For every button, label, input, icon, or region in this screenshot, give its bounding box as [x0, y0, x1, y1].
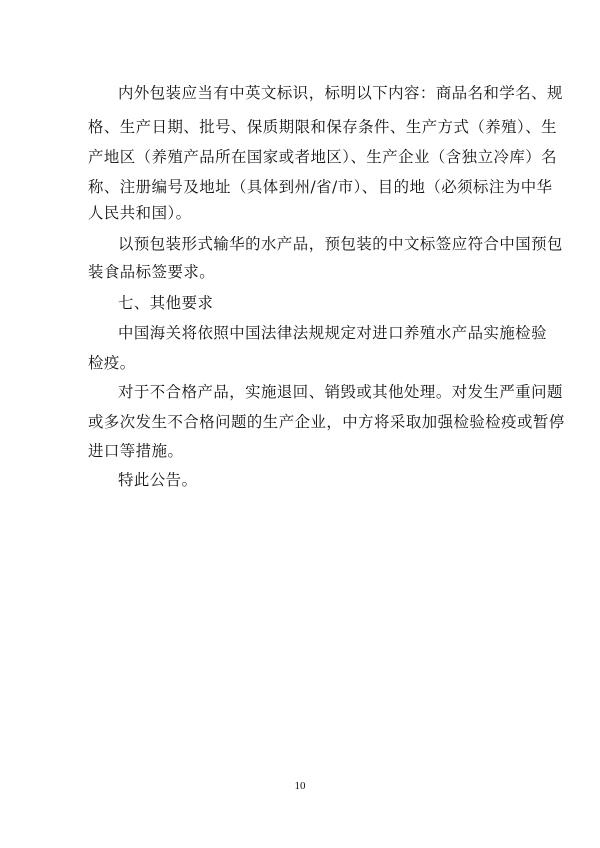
page-number: 10: [294, 780, 306, 792]
body-line-12: 或多次发生不合格问题的生产企业，中方将采取加强检验检疫或暂停: [88, 413, 565, 431]
body-line-5: 人民共和国）。: [88, 204, 192, 222]
body-line-7: 装食品标签要求。: [88, 263, 216, 281]
body-line-2: 格、生产日期、批号、保质期限和保存条件、生产方式（养殖）、生: [88, 118, 558, 136]
body-line-9: 中国海关将依照中国法律法规规定对进口养殖水产品实施检验: [118, 324, 548, 342]
body-line-13: 进口等措施。: [88, 442, 184, 460]
body-line-4: 称、注册编号及地址（具体到州/省/市）、目的地（必须标注为中华: [88, 178, 553, 196]
closing-line: 特此公告。: [118, 471, 198, 489]
body-line-3: 产地区（养殖产品所在国家或者地区）、生产企业（含独立冷库）名: [88, 148, 558, 166]
body-line-11: 对于不合格产品，实施退回、销毁或其他处理。对发生严重问题: [118, 383, 563, 401]
section-heading: 七、其他要求: [118, 294, 214, 312]
body-line-1: 内外包装应当有中英文标识，标明以下内容：商品名和学名、规: [118, 84, 563, 102]
body-line-10: 检疫。: [88, 354, 136, 372]
body-line-6: 以预包装形式输华的水产品，预包装的中文标签应符合中国预包: [118, 235, 563, 253]
